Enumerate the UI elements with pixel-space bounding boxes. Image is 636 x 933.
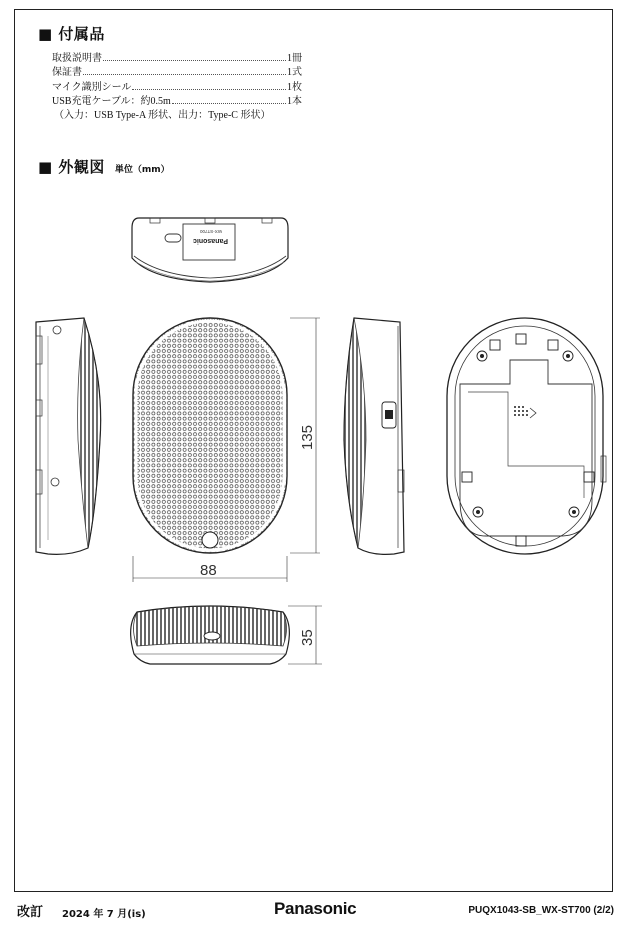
front-view xyxy=(133,318,320,582)
item-qty: 1本 xyxy=(287,95,302,107)
revision-label: 改訂 xyxy=(17,905,44,920)
left-side-view xyxy=(36,318,101,554)
item-qty: 1冊 xyxy=(287,53,302,64)
document-number: PUQX1043-SB_WX-ST700 (2/2) xyxy=(468,905,614,916)
item-name: マイク識別シール xyxy=(52,81,132,93)
unit-label: 単位（mm） xyxy=(114,165,170,175)
bottom-view xyxy=(447,318,606,554)
depth-view xyxy=(131,606,322,664)
appearance-title: ■ 外観図 単位（mm） xyxy=(38,158,170,176)
revision-date: 2024 年 7 月(is) xyxy=(62,909,146,920)
item-name: 取扱説明書 xyxy=(52,53,102,64)
item-name: 保証書 xyxy=(52,67,82,79)
top-view xyxy=(132,218,288,282)
item-name: USB充電ケーブル：約0.5m xyxy=(52,95,171,107)
accessories-title: ■ 付属品 xyxy=(38,25,105,43)
right-side-view xyxy=(344,318,404,554)
item-qty: 1枚 xyxy=(287,81,302,93)
dim-depth: 35 xyxy=(299,629,316,646)
brand-logo: Panasonic xyxy=(274,899,357,918)
top-model-label: WX-ST700 xyxy=(199,229,222,234)
dim-width: 88 xyxy=(200,562,217,579)
cable-note: （入力：USB Type-A 形状、出力：Type-C 形状） xyxy=(54,110,271,122)
dim-height: 135 xyxy=(299,424,316,450)
item-qty: 1式 xyxy=(287,67,302,79)
top-brand-label: Panasonic xyxy=(192,237,228,244)
